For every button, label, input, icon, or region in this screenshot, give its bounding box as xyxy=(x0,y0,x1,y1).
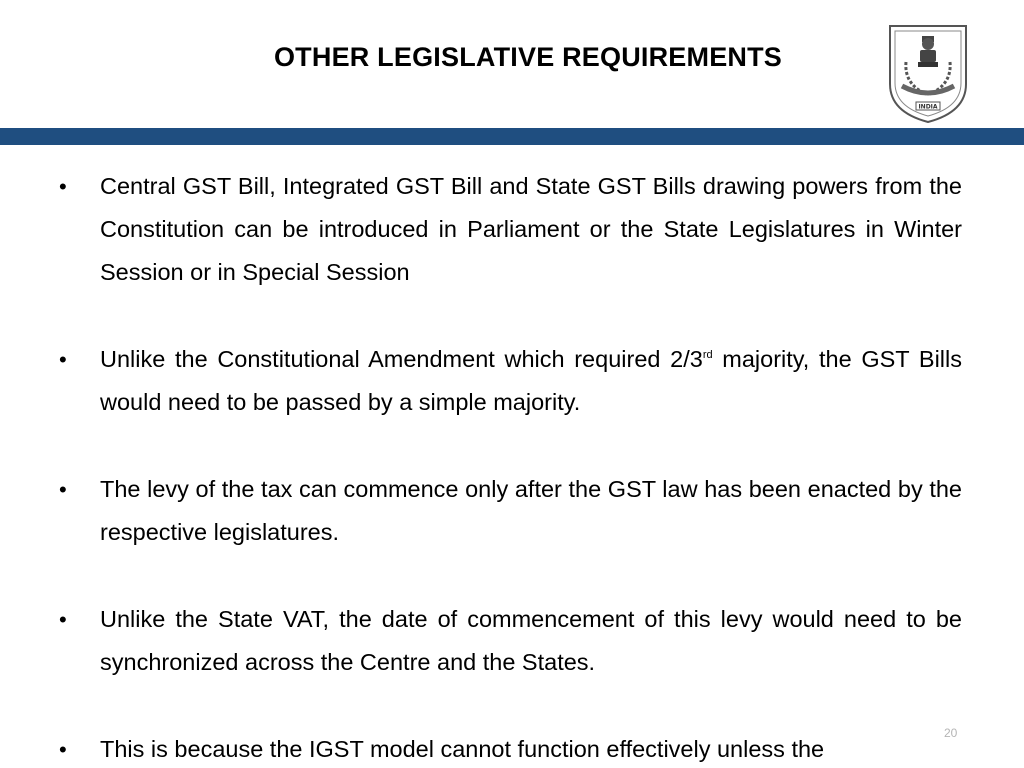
bullet-text: This is because the IGST model cannot function effectively unless the xyxy=(100,736,825,762)
bullet-dot-icon: • xyxy=(59,174,67,199)
bullet-item xyxy=(0,165,962,294)
bullet-dot-icon: • xyxy=(59,607,67,632)
bullet-item xyxy=(0,468,962,554)
bullet-text: The levy of the tax can commence only after the GST law has been enacted by the respective legislatures. xyxy=(100,476,962,545)
bullet-item xyxy=(0,598,962,684)
bullet-item xyxy=(0,338,962,424)
emblem-caption: INDIA xyxy=(918,103,938,111)
bullet-list xyxy=(0,165,1024,768)
bullet-dot-icon: • xyxy=(59,347,67,372)
bullet-text: Central GST Bill, Integrated GST Bill and State GST Bills drawing powers from the Constitution can be introduced in Parliament or the State Legislatures in Winter Session or in Special Session xyxy=(100,173,962,285)
bullet-text: Unlike the Constitutional Amendment which required 2/3 xyxy=(100,346,703,372)
title-divider-band xyxy=(0,128,1024,145)
superscript-ordinal: rd xyxy=(702,349,713,362)
slide-title: OTHER LEGISLATIVE REQUIREMENTS xyxy=(273,42,783,72)
bullet-text: Unlike the State VAT, the date of commencement of this levy would need to be synchronized across the Centre and the States. xyxy=(100,606,962,675)
bullet-text-continued: majority, the GST Bills would need to be passed by a simple majority. xyxy=(100,346,962,415)
page-number: 20 xyxy=(944,726,958,740)
bullet-dot-icon: • xyxy=(59,737,67,762)
bullet-item xyxy=(0,728,962,768)
national-emblem-logo xyxy=(886,22,970,126)
bullet-dot-icon: • xyxy=(59,477,67,502)
